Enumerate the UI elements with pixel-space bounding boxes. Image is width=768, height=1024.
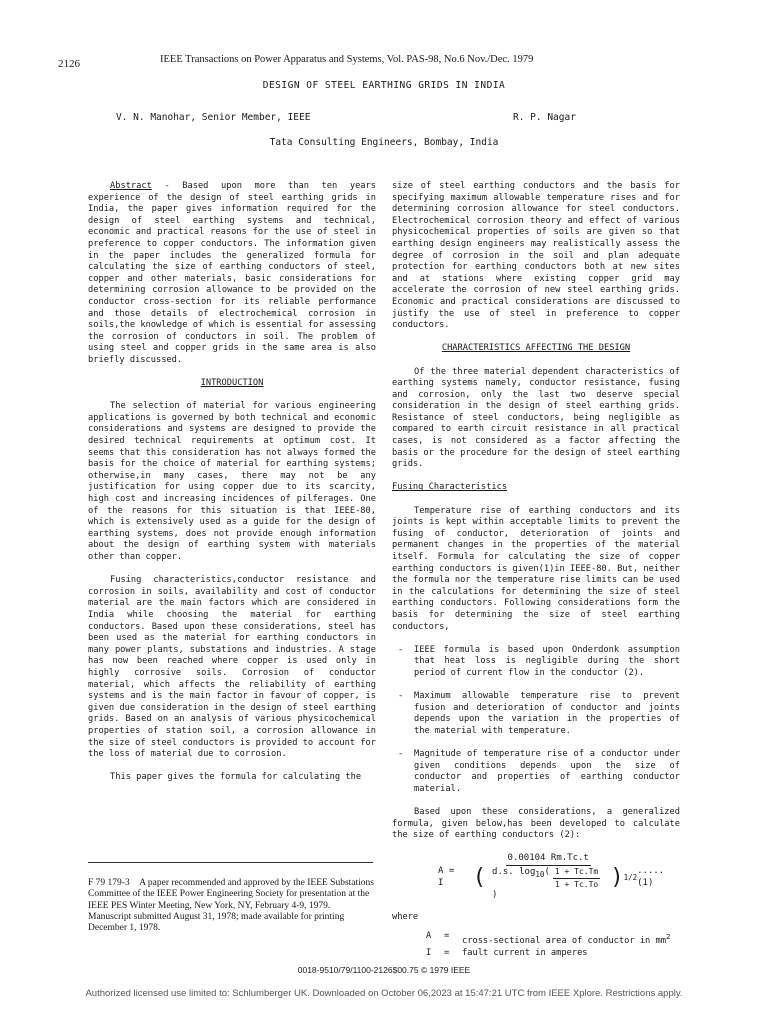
intro-paragraph-1: The selection of material for various engineering applications is governed by both technical and economic considerations and systems are designed to provide the desired technical requirements at optimum cost. It seems that this consideration has not always formed the basis for the choice of material for earthing systems; otherwise,in many cases, there may not be any justification for using copper due to its scarcity, high cost and increasing incidences of pilferages. One of the reasons for this situation is that IEEE-80, which is extensively used as a guide for the design of earthing systems, does not provide enough information about the design of earthing system with materials other than copper. — [88, 401, 376, 562]
author-manohar: V. N. Manohar, Senior Member, IEEE — [116, 112, 311, 123]
journal-header: IEEE Transactions on Power Apparatus and Systems, Vol. PAS-98, No.6 Nov./Dec. 1979 — [160, 54, 534, 65]
right-column — [392, 181, 680, 959]
list-item — [392, 691, 680, 737]
inner-denominator: 1 + Tc.To — [554, 879, 599, 889]
definition-symbol: I — [426, 947, 432, 958]
right-brace: ) — [610, 864, 624, 890]
footnote-approval: A paper recommended and approved by the IEEE Substations Committee of the IEEE Power Engineering Society for presentation at the IEEE PES Winter Meeting, New York, NY, February 4-9, 1979. — [88, 878, 374, 911]
inner-paren-close: ) — [492, 890, 498, 901]
bullet-text: Magnitude of temperature rise of a conductor under given conditions depends upon the size of conductor and properties of earthing conductor material. — [414, 749, 680, 794]
definition-symbol: A — [426, 931, 432, 942]
bullet-text: IEEE formula is based upon Onderdonk assumption that heat loss is negligible during the short period of current flow in the conductor (2). — [414, 644, 680, 678]
equation-number: .....(1) — [637, 866, 665, 888]
fusing-heading: Fusing Characteristics — [392, 482, 508, 493]
abstract-text: - Based upon more than ten years experience of the design of steel earthing grids in India, the paper gives information required for the design of steel earthing systems and technical, economic and practical reasons for the use of steel in preference to copper conductors. The information given in the paper includes the generalized formula for calculating the size of earthing conductors of steel, copper and other materials, basic considerations for determining corrosion allowance to be provided on the conductor cross-section for its reliable performance and those details of electrochemical corrosion in soils,the knowledge of which is essential for assessing the corrosion of conductors in soil. The problem of using steel and copper grids in the same area is also briefly discussed. — [88, 181, 376, 365]
abstract-paragraph — [88, 181, 376, 367]
list-item — [426, 931, 680, 947]
log-base: 10 — [535, 869, 545, 879]
characteristics-paragraph: Of the three material dependent characteristics of earthing systems namely, conductor resistance, fusing and corrosion, only the last two deserve special consideration in the design of steel earthing grids. Resistance of steel conductors, being negligible as compared to earth circuit resistance in all practical cases, is not considered as a factor affecting the basis or the procedure for the design of steel earthing grids. — [392, 366, 680, 470]
page-number: 2126 — [58, 58, 80, 70]
left-column — [88, 181, 376, 795]
right-paragraph-1: size of steel earthing conductors and the basis for specifying maximum allowable temperature rises and for determining corrosion allowance for steel conductors. Electrochemical corrosion theory and effect of various physicochemical properties of soils are given so that earthing design engineers may realistically assess the degree of corrosion in the soil and plan adequate protection for earthing conductors both at new sites and at stations where existing copper grid may accelerate the corrosion of new steel earthing grids. Economic and practical considerations are discussed to justify the use of steel in preference to copper conductors. — [392, 181, 680, 331]
definition-equals: = — [444, 931, 450, 942]
bullet-dash: - — [398, 691, 404, 702]
footnote — [88, 878, 378, 934]
intro-paragraph-3: This paper gives the formula for calculating the — [110, 772, 362, 783]
definition-text-body: cross-sectional area of conductor in mm — [462, 936, 666, 947]
list-item — [392, 645, 680, 680]
introduction-heading: INTRODUCTION — [200, 378, 264, 389]
footnote-line-1 — [88, 878, 378, 912]
where-label: where — [392, 911, 419, 922]
footnote-manuscript: Manuscript submitted August 31, 1978; made available for printing December 1, 1978. — [88, 911, 345, 934]
left-brace: ( — [472, 864, 487, 890]
author-nagar: R. P. Nagar — [513, 112, 576, 123]
bullet-text: Maximum allowable temperature rise to prevent fusion and deterioration of conductor and joints depends upon the variation in the properties of the material with temperature. — [414, 691, 680, 736]
formula-fraction — [490, 853, 606, 901]
fusing-paragraph: Temperature rise of earthing conductors and its joints is kept within acceptable limits to prevent the fusing of conductor, deterioration of joints and permanent changes in the properties of the material itself. Formula for calculating the size of copper earthing conductors is given(1)in IEEE-80. But, neither the formula nor the temperature rise limits can be used in the calculations for determining the size of steel earthing conductors. Following considerations form the basis for determining the size of steel earthing conductors, — [392, 505, 680, 632]
formula-intro: Based upon these considerations, a generalized formula, given below,has been developed to calculate the size of earthing conductors (2): — [392, 807, 680, 841]
characteristics-heading: CHARACTERISTICS AFFECTING THE DESIGN — [441, 343, 631, 354]
list-item — [426, 948, 680, 960]
denominator-prefix: d.s. log — [492, 867, 536, 878]
bullet-dash: - — [398, 644, 404, 655]
variable-definitions — [426, 931, 680, 959]
formula-numerator: 0.00104 Rm.Tc.t — [506, 853, 591, 866]
inner-paren-open: ( — [544, 867, 550, 878]
list-item — [392, 749, 680, 795]
inner-fraction — [553, 866, 600, 890]
paper-id: F 79 179-3 — [88, 878, 130, 888]
copyright-line: 0018-9510/79/1100-2126$00.75 © 1979 IEEE — [297, 965, 471, 975]
equation-1 — [438, 853, 680, 901]
intro-paragraph-2: Fusing characteristics,conductor resistance and corrosion in soils, availability and cost of conductor material are the main factors which are considered in India while choosing the material for earthing conductors. Based upon these considerations, steel has been used as the material for earthing conductors in many power plants, substations and industries. A stage has now been reached where copper is used only in highly corrosive soils. Corrosion of conductor material, which affects the reliability of earthing systems and is the main factor in favour of copper, is given due consideration in the design of steel earthing grids. Based on an analysis of various physicochemical properties of station soil, a corrosion allowance in the size of steel conductors is provided to account for the loss of material due to corrosion. — [88, 575, 376, 760]
affiliation: Tata Consulting Engineers, Bombay, India — [269, 137, 499, 148]
paper-title: DESIGN OF STEEL EARTHING GRIDS IN INDIA — [262, 80, 506, 91]
abstract-label: Abstract — [110, 181, 152, 191]
footnote-divider — [88, 862, 373, 863]
bullet-dash: - — [398, 749, 404, 760]
definition-text — [462, 931, 670, 947]
formula-denominator — [490, 866, 606, 902]
definition-equals: = — [444, 947, 450, 958]
formula-lhs: A = I — [438, 866, 455, 888]
license-notice: Authorized licensed use limited to: Schlumberger UK. Downloaded on October 06,2023 at 15:47:21 UTC from IEEE Xplore. Restrictions apply. — [85, 988, 683, 999]
definition-text: fault current in amperes — [462, 947, 588, 958]
inner-numerator: 1 + Tc.Tm — [553, 866, 600, 879]
definition-superscript: 2 — [665, 932, 671, 942]
formula-exponent: 1/2 — [623, 872, 638, 882]
